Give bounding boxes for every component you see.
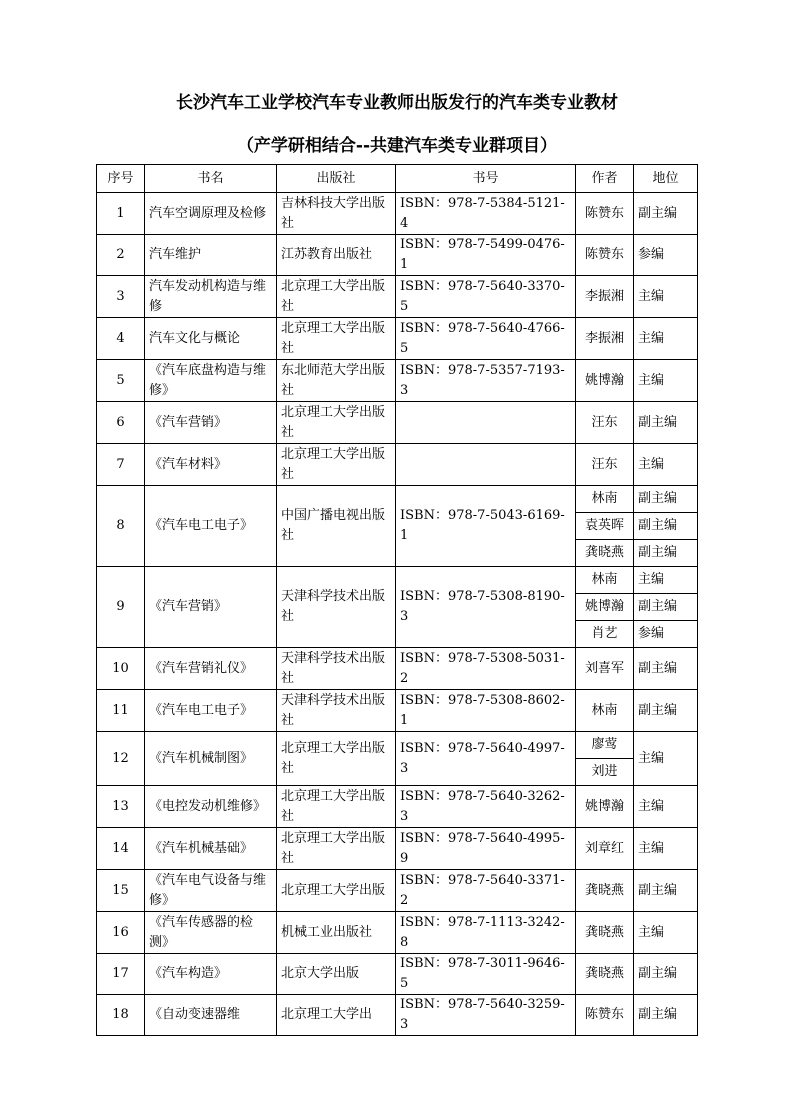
table-row xyxy=(97,828,698,870)
role-cell: 主编 xyxy=(634,567,698,594)
role-cell: 副主编 xyxy=(634,513,698,540)
isbn-cell: ISBN：978-7-5308-8602-1 xyxy=(396,690,576,732)
publisher-cell: 江苏教育出版社 xyxy=(277,235,396,276)
role-cell: 副主编 xyxy=(634,402,698,444)
book-title-cell: 汽车文化与概论 xyxy=(145,318,277,360)
isbn-cell: ISBN：978-7-5384-5121-4 xyxy=(396,193,576,235)
author-cell: 林南 xyxy=(576,690,634,732)
isbn-cell xyxy=(396,402,576,444)
isbn-cell: ISBN：978-7-5308-8190-3 xyxy=(396,567,576,648)
isbn-cell: ISBN：978-7-5640-4995-9 xyxy=(396,828,576,870)
author-cell: 龚晓燕 xyxy=(576,912,634,954)
book-title-cell: 汽车空调原理及检修 xyxy=(145,193,277,235)
row-number-cell: 6 xyxy=(97,402,145,444)
header-cell: 序号 xyxy=(97,165,145,193)
row-number-cell: 18 xyxy=(97,995,145,1036)
row-number-cell: 8 xyxy=(97,486,145,567)
header-cell: 作者 xyxy=(576,165,634,193)
publisher-cell: 中国广播电视出版社 xyxy=(277,486,396,567)
role-cell: 主编 xyxy=(634,444,698,486)
book-title-cell: 《汽车电工电子》 xyxy=(145,486,277,567)
isbn-cell: ISBN：978-7-5357-7193-3 xyxy=(396,360,576,402)
row-number-cell: 16 xyxy=(97,912,145,954)
row-number-cell: 7 xyxy=(97,444,145,486)
table-body xyxy=(97,193,698,1036)
row-number-cell: 14 xyxy=(97,828,145,870)
isbn-cell xyxy=(396,444,576,486)
table-row xyxy=(97,567,698,594)
publisher-cell: 北京理工大学出版社 xyxy=(277,828,396,870)
publisher-cell: 东北师范大学出版社 xyxy=(277,360,396,402)
book-title-cell: 《汽车底盘构造与维修》 xyxy=(145,360,277,402)
book-title-cell: 《汽车材料》 xyxy=(145,444,277,486)
publisher-cell: 北京大学出版 xyxy=(277,954,396,995)
role-cell: 副主编 xyxy=(634,193,698,235)
isbn-cell: ISBN：978-7-1113-3242-8 xyxy=(396,912,576,954)
book-title-cell: 《汽车机械制图》 xyxy=(145,732,277,786)
row-number-cell: 1 xyxy=(97,193,145,235)
isbn-cell: ISBN：978-7-5640-4766-5 xyxy=(396,318,576,360)
page-subtitle: （产学研相结合--共建汽车类专业群项目） xyxy=(236,136,558,156)
row-number-cell: 15 xyxy=(97,870,145,912)
publisher-cell: 北京理工大学出版社 xyxy=(277,318,396,360)
table-row xyxy=(97,954,698,995)
publisher-cell: 北京理工大学出 xyxy=(277,995,396,1036)
role-cell: 参编 xyxy=(634,235,698,276)
role-cell: 主编 xyxy=(634,276,698,318)
role-cell: 副主编 xyxy=(634,648,698,690)
table-row xyxy=(97,402,698,444)
author-cell: 林南 xyxy=(576,567,634,594)
row-number-cell: 4 xyxy=(97,318,145,360)
author-cell: 李振湘 xyxy=(576,276,634,318)
book-title-cell: 《自动变速器维 xyxy=(145,995,277,1036)
header-cell: 书名 xyxy=(145,165,277,193)
role-cell: 主编 xyxy=(634,732,698,786)
isbn-cell: ISBN：978-7-5640-4997-3 xyxy=(396,732,576,786)
table-row xyxy=(97,193,698,235)
role-cell: 主编 xyxy=(634,912,698,954)
book-title-cell: 《汽车电气设备与维修》 xyxy=(145,870,277,912)
isbn-cell: ISBN：978-7-3011-9646-5 xyxy=(396,954,576,995)
row-number-cell: 12 xyxy=(97,732,145,786)
isbn-cell: ISBN：978-7-5043-6169-1 xyxy=(396,486,576,567)
author-cell: 龚晓燕 xyxy=(576,954,634,995)
header-cell: 出版社 xyxy=(277,165,396,193)
author-cell: 陈赞东 xyxy=(576,193,634,235)
publisher-cell: 天津科学技术出版社 xyxy=(277,567,396,648)
author-cell: 林南 xyxy=(576,486,634,513)
table-row xyxy=(97,690,698,732)
table-row xyxy=(97,870,698,912)
table-row xyxy=(97,732,698,759)
book-title-cell: 汽车发动机构造与维修 xyxy=(145,276,277,318)
author-cell: 姚博瀚 xyxy=(576,360,634,402)
role-cell: 主编 xyxy=(634,786,698,828)
book-title-cell: 《汽车营销》 xyxy=(145,402,277,444)
isbn-cell: ISBN：978-7-5640-3370-5 xyxy=(396,276,576,318)
role-cell: 主编 xyxy=(634,318,698,360)
book-title-cell: 《汽车电工电子》 xyxy=(145,690,277,732)
role-cell: 副主编 xyxy=(634,690,698,732)
author-cell: 李振湘 xyxy=(576,318,634,360)
row-number-cell: 11 xyxy=(97,690,145,732)
publisher-cell: 北京理工大学出版社 xyxy=(277,276,396,318)
isbn-cell: ISBN：978-7-5499-0476-1 xyxy=(396,235,576,276)
publisher-cell: 机械工业出版社 xyxy=(277,912,396,954)
table-row xyxy=(97,444,698,486)
role-cell: 副主编 xyxy=(634,540,698,567)
publisher-cell: 北京理工大学出版社 xyxy=(277,732,396,786)
header-cell: 书号 xyxy=(396,165,576,193)
role-cell: 副主编 xyxy=(634,954,698,995)
table-row xyxy=(97,235,698,276)
isbn-cell: ISBN：978-7-5640-3371-2 xyxy=(396,870,576,912)
table-row xyxy=(97,786,698,828)
table-row xyxy=(97,318,698,360)
role-cell: 副主编 xyxy=(634,486,698,513)
book-title-cell: 《汽车营销礼仪》 xyxy=(145,648,277,690)
role-cell: 主编 xyxy=(634,360,698,402)
author-cell: 刘喜军 xyxy=(576,648,634,690)
table-row xyxy=(97,648,698,690)
author-cell: 汪东 xyxy=(576,402,634,444)
role-cell: 副主编 xyxy=(634,594,698,621)
table-row xyxy=(97,995,698,1036)
book-title-cell: 《汽车营销》 xyxy=(145,567,277,648)
publisher-cell: 北京理工大学出版 xyxy=(277,870,396,912)
author-cell: 汪东 xyxy=(576,444,634,486)
book-title-cell: 汽车维护 xyxy=(145,235,277,276)
isbn-cell: ISBN：978-7-5640-3259-3 xyxy=(396,995,576,1036)
role-cell: 副主编 xyxy=(634,870,698,912)
author-cell: 陈赞东 xyxy=(576,235,634,276)
author-cell: 刘章红 xyxy=(576,828,634,870)
author-cell: 陈赞东 xyxy=(576,995,634,1036)
publisher-cell: 北京理工大学出版社 xyxy=(277,786,396,828)
row-number-cell: 17 xyxy=(97,954,145,995)
header-cell: 地位 xyxy=(634,165,698,193)
author-cell: 姚博瀚 xyxy=(576,594,634,621)
row-number-cell: 9 xyxy=(97,567,145,648)
book-title-cell: 《汽车构造》 xyxy=(145,954,277,995)
table-header-row xyxy=(97,165,698,193)
book-title-cell: 《电控发动机维修》 xyxy=(145,786,277,828)
textbook-table xyxy=(96,164,698,1036)
page-title: 长沙汽车工业学校汽车专业教师出版发行的汽车类专业教材 xyxy=(176,93,618,113)
role-cell: 主编 xyxy=(634,828,698,870)
book-title-cell: 《汽车机械基础》 xyxy=(145,828,277,870)
table-row xyxy=(97,912,698,954)
table-row xyxy=(97,486,698,513)
publisher-cell: 北京理工大学出版社 xyxy=(277,402,396,444)
publisher-cell: 天津科学技术出版社 xyxy=(277,690,396,732)
author-cell: 龚晓燕 xyxy=(576,870,634,912)
publisher-cell: 北京理工大学出版社 xyxy=(277,444,396,486)
table-row xyxy=(97,360,698,402)
author-cell: 肖艺 xyxy=(576,621,634,648)
row-number-cell: 2 xyxy=(97,235,145,276)
book-title-cell: 《汽车传感器的检测》 xyxy=(145,912,277,954)
publisher-cell: 天津科学技术出版社 xyxy=(277,648,396,690)
role-cell: 副主编 xyxy=(634,995,698,1036)
row-number-cell: 5 xyxy=(97,360,145,402)
author-cell: 袁英晖 xyxy=(576,513,634,540)
author-cell: 刘进 xyxy=(576,759,634,786)
row-number-cell: 10 xyxy=(97,648,145,690)
isbn-cell: ISBN：978-7-5308-5031-2 xyxy=(396,648,576,690)
publisher-cell: 吉林科技大学出版社 xyxy=(277,193,396,235)
row-number-cell: 13 xyxy=(97,786,145,828)
row-number-cell: 3 xyxy=(97,276,145,318)
author-cell: 廖莺 xyxy=(576,732,634,759)
author-cell: 姚博瀚 xyxy=(576,786,634,828)
isbn-cell: ISBN：978-7-5640-3262-3 xyxy=(396,786,576,828)
role-cell: 参编 xyxy=(634,621,698,648)
table-row xyxy=(97,276,698,318)
author-cell: 龚晓燕 xyxy=(576,540,634,567)
